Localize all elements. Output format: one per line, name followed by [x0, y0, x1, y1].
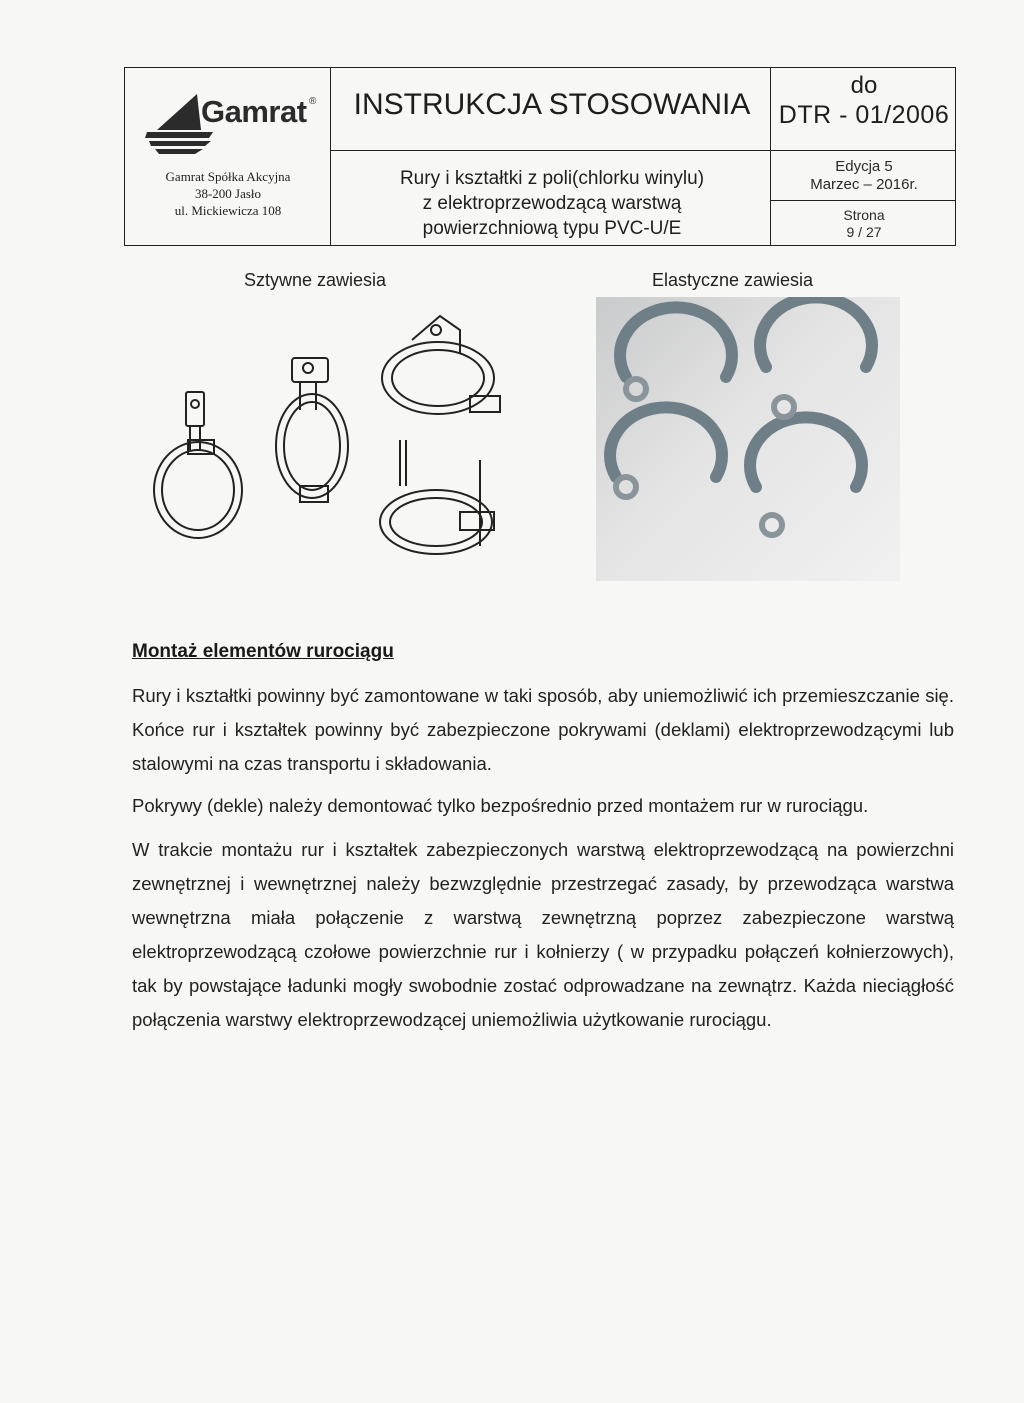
rigid-hangers-caption: Sztywne zawiesia	[244, 270, 387, 290]
flexible-hangers-caption: Elastyczne zawiesia	[652, 270, 814, 290]
paragraph-3: W trakcie montażu rur i kształtek zabezpieczonych warstwą elektroprzewodzącą na powierzchni zewnętrznej i wewnętrznej należy bezwzględnie przestrzegać zasady, by przewodząca warstwa wewnętrzna miała połączenie z warstwą zewnętrzną poprzez zabezpieczone warstwą elektroprzewodzącą czołowe powierzchnie rur i kołnierzy ( w przypadku połączeń kołnierzowych), tak by powstające ładunki mogły swobodnie zostać odprowadzane na zewnątrz. Każda nieciągłość połączenia warstwy elektroprzewodzącej uniemożliwia użytkowanie rurociągu.	[132, 839, 954, 1030]
flexible-pipe-clamp-icon	[596, 297, 900, 581]
logo-cell	[125, 68, 331, 244]
page-info	[771, 207, 957, 241]
flexible-hangers-photo	[596, 297, 900, 581]
doc-prefix: do	[850, 72, 878, 99]
edition-date: Marzec – 2016r.	[810, 176, 918, 193]
subtitle-line-2: z elektroprzewodzącą warstwą	[422, 193, 682, 214]
document-title: INSTRUKCJA STOSOWANIA	[353, 88, 751, 121]
registered-mark: ®	[309, 96, 317, 107]
company-city: 38-200 Jasło	[194, 186, 262, 201]
subtitle-line-3: powierzchniową typu PVC-U/E	[422, 218, 682, 239]
doc-number: DTR - 01/2006	[778, 101, 950, 129]
company-street: ul. Mickiewicza 108	[174, 203, 282, 218]
paragraph-1: Rury i kształtki powinny być zamontowane w taki sposób, aby uniemożliwić ich przemieszczanie się. Końce rur i kształtek powinny być zabezpieczone pokrywami (deklami) elektroprzewodzącymi lub stalowymi na czas transportu i składowania.	[132, 685, 954, 774]
subtitle-line-1: Rury i kształtki z poli(chlorku winylu)	[399, 168, 705, 189]
page-number: 9 / 27	[846, 224, 882, 240]
section-title: Montaż elementów rurociągu	[132, 641, 394, 662]
document-subtitle	[332, 166, 772, 241]
document-header	[124, 67, 956, 246]
company-name: Gamrat Spółka Akcyjna	[165, 169, 291, 184]
paragraph-2: Pokrywy (dekle) należy demontować tylko bezpośrednio przed montażem rur w rurociągu.	[132, 795, 869, 816]
rigid-hanger-clamp-icon	[140, 300, 520, 600]
page-label: Strona	[843, 207, 885, 223]
edition-info	[771, 158, 957, 194]
edition-label: Edycja 5	[835, 158, 893, 175]
logo-wordmark: Gamrat	[201, 94, 307, 129]
company-address	[125, 168, 331, 219]
